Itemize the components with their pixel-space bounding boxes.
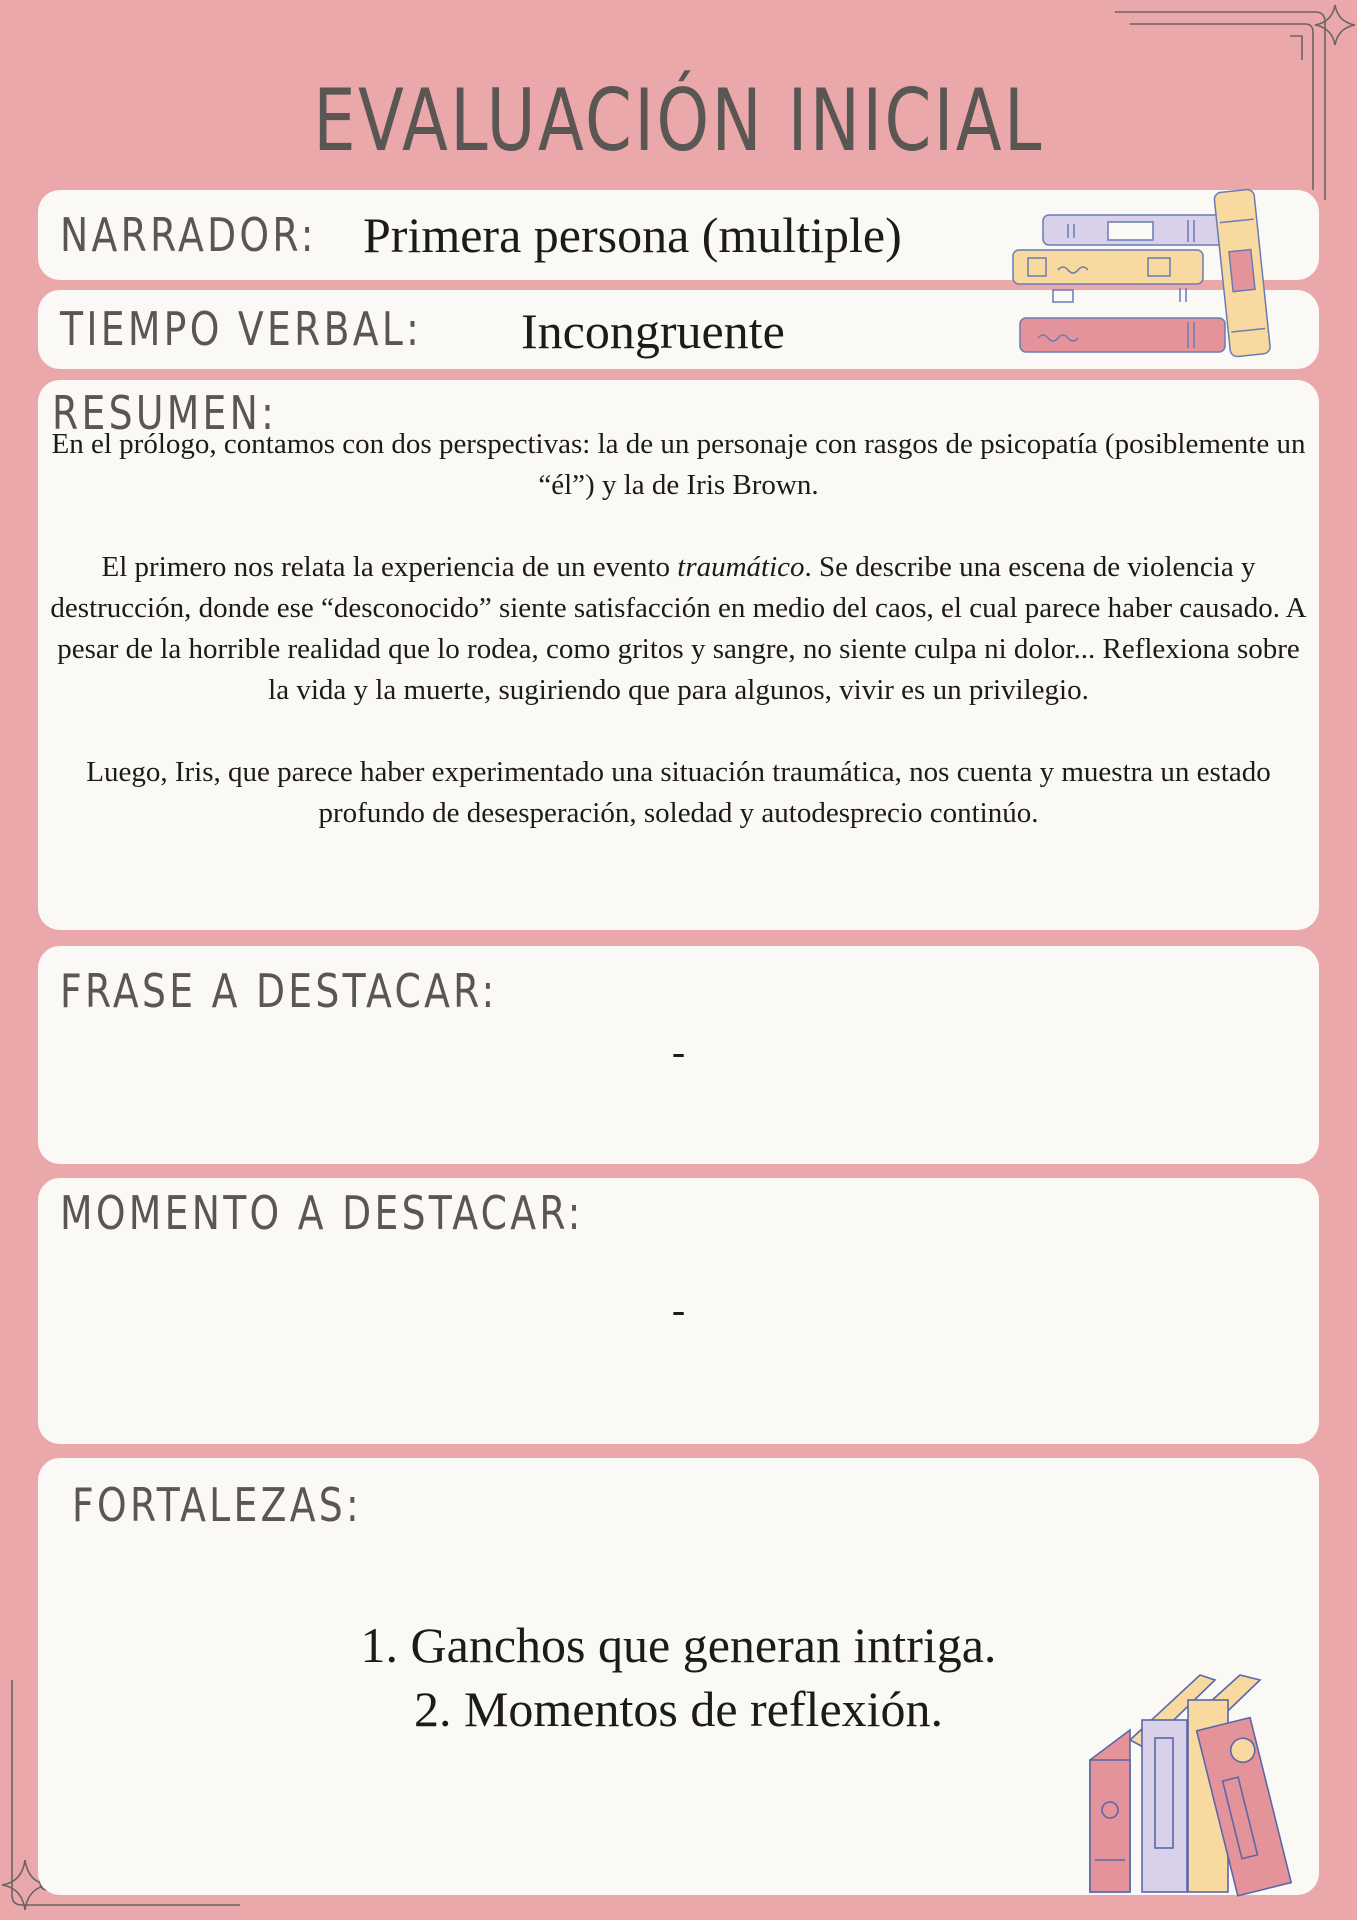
resumen-paragraph-2: [44, 547, 1313, 711]
resumen-paragraph-3: Luego, Iris, que parece haber experimentado una situación traumática, nos cuenta y muestra un estado profundo de desesperación, soledad y autodesprecio continúo.: [86, 756, 1271, 829]
fortaleza-item-2: 2. Momentos de reflexión.: [413, 1681, 944, 1737]
books-stack-illustration: [1008, 180, 1290, 360]
momento-value: -: [671, 1287, 686, 1332]
resumen-emphasis: traumático: [677, 551, 805, 583]
resumen-paragraph-2-end: . Se describe una escena de violencia y destrucción, donde ese “desconocido” siente satisfacción en medio del caos, el cual parece haber causado. A pesar de la horrible realidad que lo rodea, como gritos y sangre, no siente culpa ni dolor... Reflexiona sobre la vida y la muerte, sugiriendo que para algunos, vivir es un privilegio.: [50, 551, 1307, 706]
resumen-text: [38, 424, 1319, 834]
narrador-value: Primera persona (multiple): [363, 207, 902, 263]
resumen-paragraph-1: En el prólogo, contamos con dos perspectivas: la de un personaje con rasgos de psicopatía (posiblemente un “él”) y la de Iris Brown.: [51, 428, 1306, 501]
frase-label: FRASE A DESTACAR:: [60, 964, 498, 1018]
tiempo-verbal-value: Incongruente: [521, 303, 785, 359]
narrador-label: NARRADOR:: [60, 208, 317, 262]
momento-label: MOMENTO A DESTACAR:: [60, 1186, 584, 1240]
page-title: EVALUACIÓN INICIAL: [313, 71, 1044, 171]
standing-books-illustration: [1080, 1660, 1330, 1900]
momento-card: [38, 1178, 1319, 1444]
tiempo-verbal-label: TIEMPO VERBAL:: [60, 302, 423, 356]
resumen-paragraph-2-start: El primero nos relata la experiencia de un evento: [101, 551, 678, 583]
fortaleza-item-1: 1. Ganchos que generan intriga.: [360, 1617, 997, 1673]
resumen-label: RESUMEN:: [52, 386, 278, 440]
frase-card: [38, 946, 1319, 1164]
fortalezas-label: FORTALEZAS:: [72, 1478, 362, 1532]
frase-value: -: [671, 1029, 686, 1074]
resumen-card: [38, 380, 1319, 930]
